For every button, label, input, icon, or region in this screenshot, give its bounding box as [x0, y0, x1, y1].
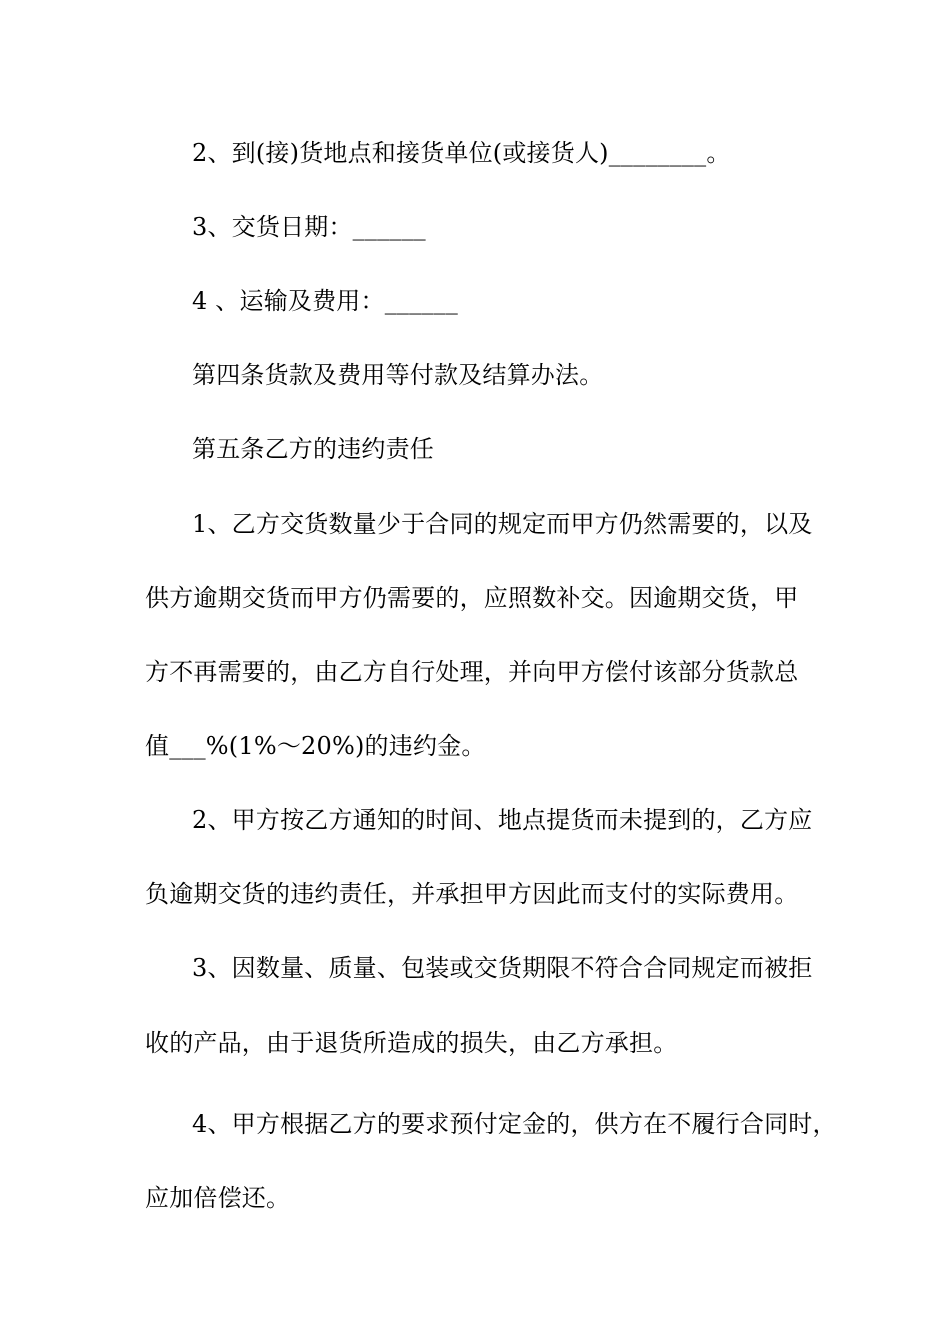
clause-delivery-date: 3、交货日期：______	[192, 213, 426, 241]
clause-2-line-2: 负逾期交货的违约责任，并承担甲方因此而支付的实际费用。	[145, 880, 799, 908]
clause-3-line-2: 收的产品，由于退货所造成的损失，由乙方承担。	[145, 1029, 678, 1057]
clause-2-line-1: 2、甲方按乙方通知的时间、地点提货而未提到的，乙方应	[192, 806, 813, 834]
clause-3-line-1: 3、因数量、质量、包装或交货期限不符合合同规定而被拒	[192, 954, 813, 982]
article-four-heading: 第四条货款及费用等付款及结算办法。	[192, 361, 604, 389]
article-five-heading: 第五条乙方的违约责任	[192, 435, 434, 463]
clause-1-line-1: 1、乙方交货数量少于合同的规定而甲方仍然需要的，以及	[192, 510, 813, 538]
clause-4-line-2: 应加倍偿还。	[145, 1184, 291, 1212]
clause-transport-cost: 4 、运输及费用：______	[192, 287, 458, 315]
clause-4-line-1: 4、甲方根据乙方的要求预付定金的，供方在不履行合同时，	[192, 1110, 837, 1138]
clause-1-line-2: 供方逾期交货而甲方仍需要的，应照数补交。因逾期交货，甲	[145, 584, 799, 612]
clause-1-line-3: 方不再需要的，由乙方自行处理，并向甲方偿付该部分货款总	[145, 658, 799, 686]
clause-delivery-location: 2、到(接)货地点和接货单位(或接货人)________。	[192, 139, 731, 167]
clause-1-line-4: 值___%(1%～20%)的违约金。	[145, 732, 486, 760]
